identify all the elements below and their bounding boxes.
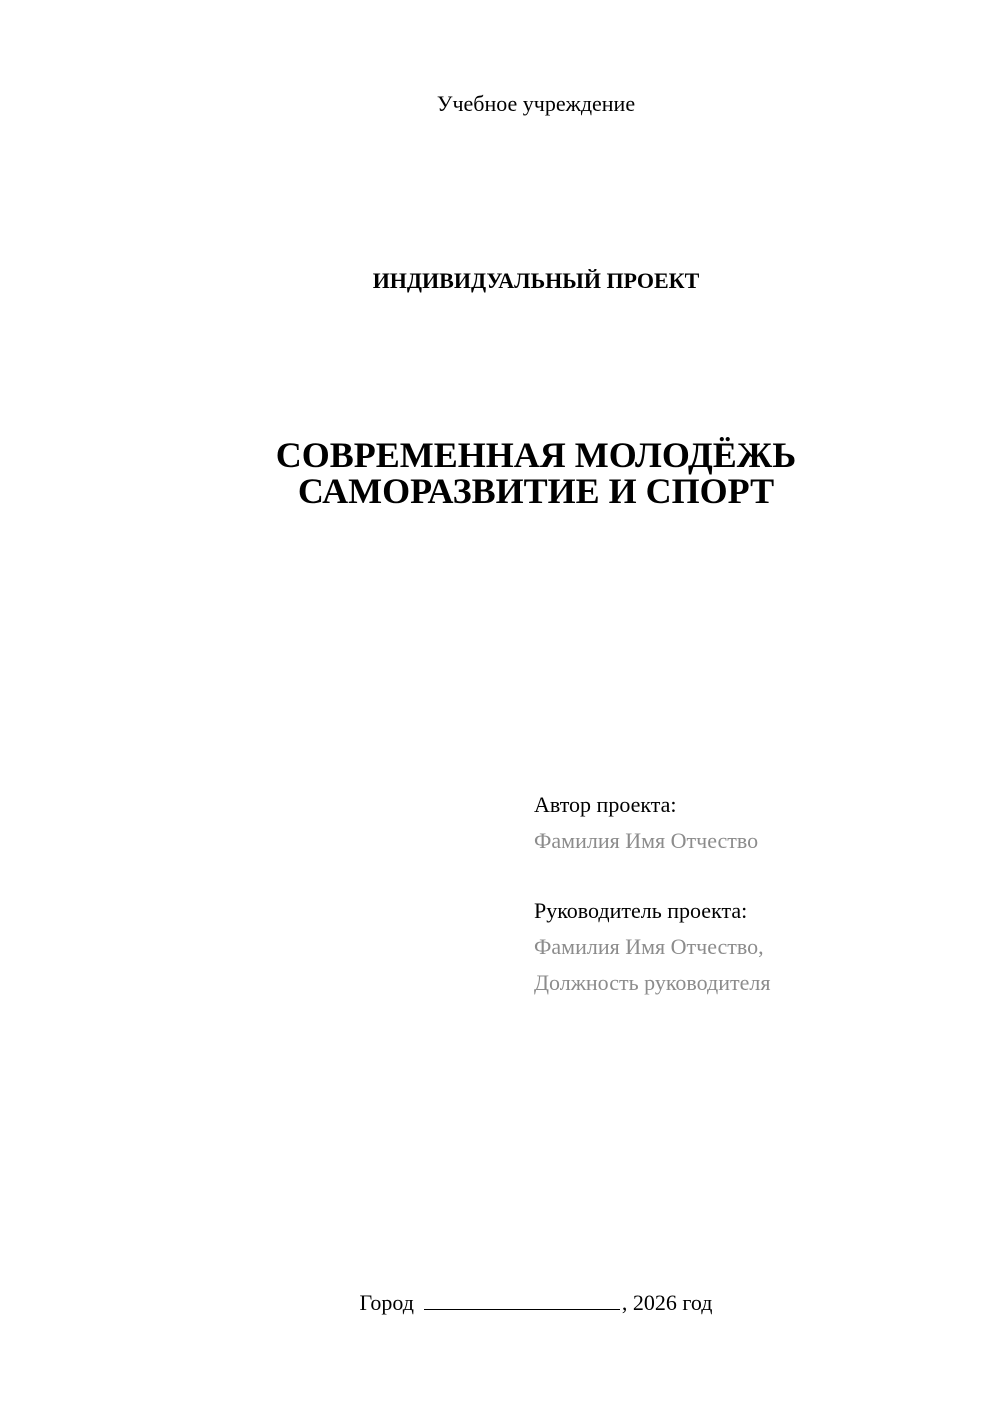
- institution-name: Учебное учреждение: [436, 91, 636, 116]
- supervisor-position: Должность руководителя: [534, 970, 771, 995]
- city-year-footer: [0, 1289, 1000, 1316]
- supervisor-block: [534, 893, 770, 1001]
- project-type-heading: ИНДИВИДУАЛЬНЫЙ ПРОЕКТ: [372, 268, 700, 293]
- author-block: [534, 787, 758, 859]
- supervisor-name: Фамилия Имя Отчество,: [534, 934, 764, 959]
- author-name: Фамилия Имя Отчество: [534, 828, 759, 853]
- city-blank-line: [424, 1289, 620, 1310]
- supervisor-label: Руководитель проекта:: [534, 898, 748, 923]
- year-text: , 2026 год: [621, 1290, 713, 1315]
- project-title: [0, 437, 1000, 509]
- city-label: Город: [359, 1290, 414, 1315]
- project-title-line-1: СОВРЕМЕННАЯ МОЛОДЁЖЬ: [275, 435, 797, 475]
- project-title-line-2: САМОРАЗВИТИЕ И СПОРТ: [297, 471, 775, 511]
- author-label: Автор проекта:: [534, 792, 677, 817]
